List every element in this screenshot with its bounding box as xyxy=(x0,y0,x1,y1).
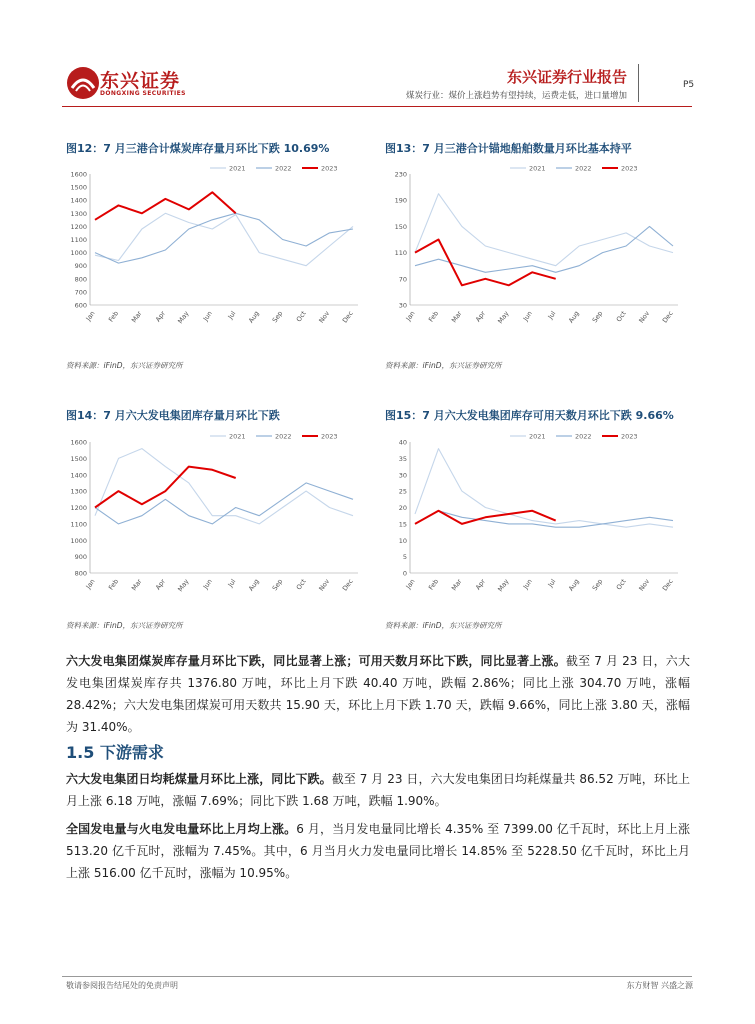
x-tick-label: May xyxy=(176,309,191,326)
y-tick-label: 30 xyxy=(398,471,407,480)
y-tick-label: 20 xyxy=(398,504,407,512)
y-tick-label: 700 xyxy=(74,288,87,297)
x-tick-label: Apr xyxy=(153,309,168,324)
y-tick-label: 1600 xyxy=(70,170,87,179)
chart-anchorage-ships xyxy=(380,160,690,335)
paragraph-consumption xyxy=(66,768,690,812)
figure-14-title: 图14：7 月六大发电集团库存量月环比下跌 xyxy=(66,409,280,422)
x-tick-label: Nov xyxy=(637,309,652,325)
x-tick-label: Oct xyxy=(294,309,308,324)
logo-english-text: DONGXING SECURITIES xyxy=(100,90,186,97)
x-tick-label: Dec xyxy=(340,577,355,593)
y-tick-label: 1500 xyxy=(70,183,87,192)
x-tick-label: Feb xyxy=(106,577,121,592)
legend-label-2023: 2023 xyxy=(621,164,638,173)
section-heading: 1.5 下游需求 xyxy=(66,743,164,762)
x-tick-label: Jul xyxy=(546,577,558,589)
x-tick-label: Nov xyxy=(637,577,652,593)
y-tick-label: 1000 xyxy=(70,249,87,258)
x-tick-label: Dec xyxy=(660,309,675,325)
x-tick-label: Jul xyxy=(546,309,558,321)
series-line-2023 xyxy=(95,192,236,220)
figure-13-source: 资料来源：iFinD，东兴证券研究所 xyxy=(385,361,502,370)
figure-15-source: 资料来源：iFinD，东兴证券研究所 xyxy=(385,621,502,630)
paragraph-consumption-lead: 六大发电集团日均耗煤量月环比上涨，同比下跌。 xyxy=(66,772,332,786)
x-tick-label: Jun xyxy=(201,577,214,591)
y-tick-label: 1100 xyxy=(70,236,87,244)
x-tick-label: Dec xyxy=(660,577,675,593)
paragraph-generation xyxy=(66,818,690,884)
footer-rule xyxy=(62,976,692,977)
x-tick-label: Oct xyxy=(614,309,628,324)
x-tick-label: Dec xyxy=(340,309,355,325)
y-tick-label: 35 xyxy=(398,454,407,463)
x-tick-label: Oct xyxy=(614,577,628,592)
y-tick-label: 1100 xyxy=(70,520,87,529)
report-subtitle: 煤炭行业：煤价上涨趋势有望持续，运费走低，进口量增加 xyxy=(405,91,627,101)
x-tick-label: Aug xyxy=(566,309,581,325)
x-tick-label: Apr xyxy=(473,577,488,592)
paragraph-inventory-text: 截至 7 月 23 日，六大发电集团煤炭库存共 1376.80 万吨，环比上月下跌 40.40 万吨，跌幅 2.86%；同比上涨 304.70 万吨，涨幅 28.42%；六大发电集团煤炭可用天数共 15.90 天，环比上月下跌 1.70 天，跌幅 9.66%，同比上涨 3.80 天，涨幅为 31.40%。 xyxy=(66,654,690,734)
header-divider xyxy=(638,64,639,102)
y-tick-label: 0 xyxy=(402,569,407,578)
y-tick-label: 1300 xyxy=(70,487,87,496)
paragraph-inventory-lead: 六大发电集团煤炭库存量月环比下跌，同比显著上涨；可用天数月环比下跌，同比显著上涨。 xyxy=(66,654,566,668)
legend-label-2021: 2021 xyxy=(529,164,546,173)
legend-label-2023: 2023 xyxy=(321,164,338,173)
figure-13-title: 图13：7 月三港合计锚地船舶数量月环比基本持平 xyxy=(385,142,632,155)
y-tick-label: 150 xyxy=(394,222,407,231)
y-tick-label: 600 xyxy=(74,301,87,310)
x-tick-label: Jun xyxy=(521,577,534,591)
series-line-2022 xyxy=(415,226,673,272)
figure-15-title: 图15：7 月六大发电集团库存可用天数月环比下跌 9.66% xyxy=(385,409,674,422)
paragraph-inventory xyxy=(66,650,690,738)
x-tick-label: Mar xyxy=(129,309,144,325)
x-tick-label: Mar xyxy=(129,577,144,593)
x-tick-label: Sep xyxy=(270,577,285,593)
y-tick-label: 1500 xyxy=(70,454,87,463)
y-tick-label: 25 xyxy=(398,487,407,496)
y-tick-label: 800 xyxy=(74,569,87,578)
x-tick-label: Jun xyxy=(521,309,534,323)
page-number: P5 xyxy=(683,80,695,90)
footer-slogan: 东方财智 兴盛之源 xyxy=(626,981,693,990)
y-tick-label: 15 xyxy=(398,520,407,529)
x-tick-label: May xyxy=(176,577,191,594)
y-tick-label: 1200 xyxy=(70,504,87,512)
logo-mark-icon xyxy=(66,66,100,100)
paragraph-consumption-text: 截至 7 月 23 日，六大发电集团日均耗煤量共 86.52 万吨，环比上月上涨 6.18 万吨，涨幅 7.69%；同比下跌 1.68 万吨，跌幅 1.90%。 xyxy=(66,772,690,808)
legend-label-2022: 2022 xyxy=(575,164,592,173)
x-tick-label: Sep xyxy=(590,309,605,325)
x-tick-label: Aug xyxy=(566,577,581,593)
x-tick-label: Jan xyxy=(84,309,97,323)
y-tick-label: 1000 xyxy=(70,536,87,545)
y-tick-label: 900 xyxy=(74,262,87,271)
y-tick-label: 110 xyxy=(394,249,407,258)
y-tick-label: 1200 xyxy=(70,222,87,231)
y-tick-label: 1400 xyxy=(70,471,87,480)
x-tick-label: Sep xyxy=(270,309,285,325)
y-tick-label: 1300 xyxy=(70,209,87,218)
chart-power-group-days xyxy=(380,428,690,603)
x-tick-label: Jan xyxy=(404,577,417,591)
legend-label-2021: 2021 xyxy=(529,432,546,441)
x-tick-label: Apr xyxy=(153,577,168,592)
legend-label-2022: 2022 xyxy=(275,164,292,173)
x-tick-label: Jul xyxy=(226,577,238,589)
figure-12-source: 资料来源：iFinD，东兴证券研究所 xyxy=(66,361,183,370)
y-tick-label: 900 xyxy=(74,553,87,562)
x-tick-label: Nov xyxy=(317,309,332,325)
x-tick-label: Mar xyxy=(449,309,464,325)
x-tick-label: Feb xyxy=(426,577,441,592)
figure-12-title: 图12：7 月三港合计煤炭库存量月环比下跌 10.69% xyxy=(66,142,330,155)
x-tick-label: Feb xyxy=(426,309,441,324)
y-tick-label: 70 xyxy=(398,275,407,284)
figure-14-source: 资料来源：iFinD，东兴证券研究所 xyxy=(66,621,183,630)
paragraph-generation-text: 6 月，当月发电量同比增长 4.35% 至 7399.00 亿千瓦时，环比上月上涨 513.20 亿千瓦时，涨幅为 7.45%。其中，6 月当月火力发电量同比增长 14.85% 至 5228.50 亿千瓦时，环比上月上涨 516.00 亿千瓦时，涨幅为 10.95%。 xyxy=(66,822,690,880)
header-rule xyxy=(62,106,692,107)
x-tick-label: May xyxy=(496,309,511,326)
paragraph-generation-lead: 全国发电量与火电发电量环比上月均上涨。 xyxy=(66,822,297,836)
y-tick-label: 1600 xyxy=(70,438,87,447)
x-tick-label: Aug xyxy=(246,309,261,325)
x-tick-label: Jun xyxy=(201,309,214,323)
x-tick-label: May xyxy=(496,577,511,594)
y-tick-label: 30 xyxy=(398,301,407,310)
series-line-2021 xyxy=(415,194,673,266)
x-tick-label: Feb xyxy=(106,309,121,324)
x-tick-label: Nov xyxy=(317,577,332,593)
chart-port-coal-inventory xyxy=(60,160,370,335)
x-tick-label: Aug xyxy=(246,577,261,593)
y-tick-label: 5 xyxy=(402,553,407,562)
x-tick-label: Oct xyxy=(294,577,308,592)
series-line-2021 xyxy=(95,213,353,265)
y-tick-label: 800 xyxy=(74,275,87,284)
series-line-2023 xyxy=(415,511,556,524)
legend-label-2021: 2021 xyxy=(229,164,246,173)
report-title: 东兴证券行业报告 xyxy=(506,68,627,86)
legend-label-2023: 2023 xyxy=(321,432,338,441)
series-line-2022 xyxy=(95,213,353,263)
y-tick-label: 190 xyxy=(394,196,407,205)
x-tick-label: Mar xyxy=(449,577,464,593)
y-tick-label: 10 xyxy=(398,536,407,545)
legend-label-2023: 2023 xyxy=(621,432,638,441)
x-tick-label: Sep xyxy=(590,577,605,593)
legend-label-2022: 2022 xyxy=(575,432,592,441)
x-tick-label: Jan xyxy=(84,577,97,591)
footer-disclaimer: 敬请参阅报告结尾处的免责声明 xyxy=(66,981,178,990)
x-tick-label: Apr xyxy=(473,309,488,324)
series-line-2022 xyxy=(95,483,353,524)
series-line-2023 xyxy=(95,467,236,508)
y-tick-label: 230 xyxy=(394,170,407,179)
chart-power-group-inventory xyxy=(60,428,370,603)
logo-text: 东兴证券 xyxy=(100,70,181,92)
x-tick-label: Jul xyxy=(226,309,238,321)
y-tick-label: 40 xyxy=(398,438,407,447)
y-tick-label: 1400 xyxy=(70,196,87,205)
legend-label-2021: 2021 xyxy=(229,432,246,441)
legend-label-2022: 2022 xyxy=(275,432,292,441)
x-tick-label: Jan xyxy=(404,309,417,323)
